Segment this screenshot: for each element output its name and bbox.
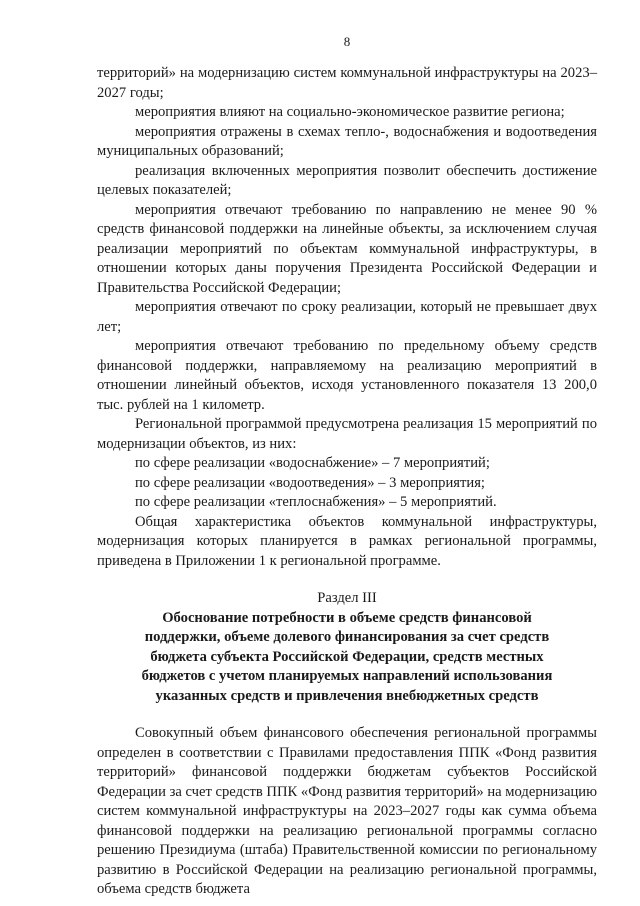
paragraph: по сфере реализации «водоснабжение» – 7 мероприятий;: [135, 455, 490, 471]
paragraph: по сфере реализации «теплоснабжения» – 5 мероприятий.: [135, 494, 497, 510]
paragraph: мероприятия отвечают требованию по предельному объему средств финансовой поддержки, направляемому на реализацию мероприятий в отношении линейный объектов, исходя установленного показателя 13 200,0 тыс. рублей на 1 километр.: [97, 338, 597, 413]
page-number: 8: [343, 34, 351, 49]
section-gap: [97, 706, 597, 724]
paragraph: мероприятия влияют на социально-экономическое развитие региона;: [135, 104, 565, 120]
section-heading: Раздел III: [317, 590, 377, 606]
paragraphs-top: [97, 64, 597, 571]
paragraph: по сфере реализации «водоотведения» – 3 мероприятия;: [135, 474, 485, 491]
paragraph: мероприятия отражены в схемах тепло-, водоснабжения и водоотведения муниципальных образований;: [97, 123, 597, 159]
paragraph: мероприятия отвечают по сроку реализации, который не превышает двух лет;: [97, 299, 597, 335]
paragraph: территорий» на модернизацию систем коммунальной инфраструктуры на 2023–2027 годы;: [97, 65, 597, 101]
paragraph: мероприятия отвечают требованию по направлению не менее 90 % средств финансовой поддержки на линейные объекты, за исключением случая реализации мероприятий по объектам коммунальной инфраструктуры, в отношении которых даны поручения Президента Российской Федерации и Правительства Российской Федерации;: [97, 201, 597, 296]
paragraph: реализация включенных мероприятия позволит обеспечить достижение целевых показателей;: [97, 162, 597, 198]
paragraph: Общая характеристика объектов коммунальной инфраструктуры, модернизация которых планируется в рамках региональной программы, приведена в Приложении 1 к региональной программе.: [97, 513, 597, 569]
paragraph: Совокупный объем финансового обеспечения региональной программы определен в соответствии с Правилами предоставления ППК «Фонд развития территорий» финансовой поддержки бюджетам субъектов Российской Федерации за счет средств ППК «Фонд развития территорий» на модернизацию систем коммунальной инфраструктуры на 2023–2027 годы как сумма объема финансовой поддержки на реализацию региональной программы согласно решению Президиума (штаба) Правительственной комиссии по региональному развитию в Российской Федерации на реализацию региональной программы, объема средств бюджета: [97, 725, 597, 897]
paragraphs-bottom: [97, 724, 597, 900]
document-body: [97, 64, 597, 900]
paragraph: Региональной программой предусмотрена реализация 15 мероприятий по модернизации объектов, из них:: [97, 416, 597, 452]
section-title: Обоснование потребности в объеме средств финансовой поддержки, объеме долевого финансирования за счет средств бюджета субъекта Российской Федерации, средств местных бюджетов с учетом планируемых направлений использования указанных средств и привлечения внебюджетных средств: [141, 609, 553, 704]
